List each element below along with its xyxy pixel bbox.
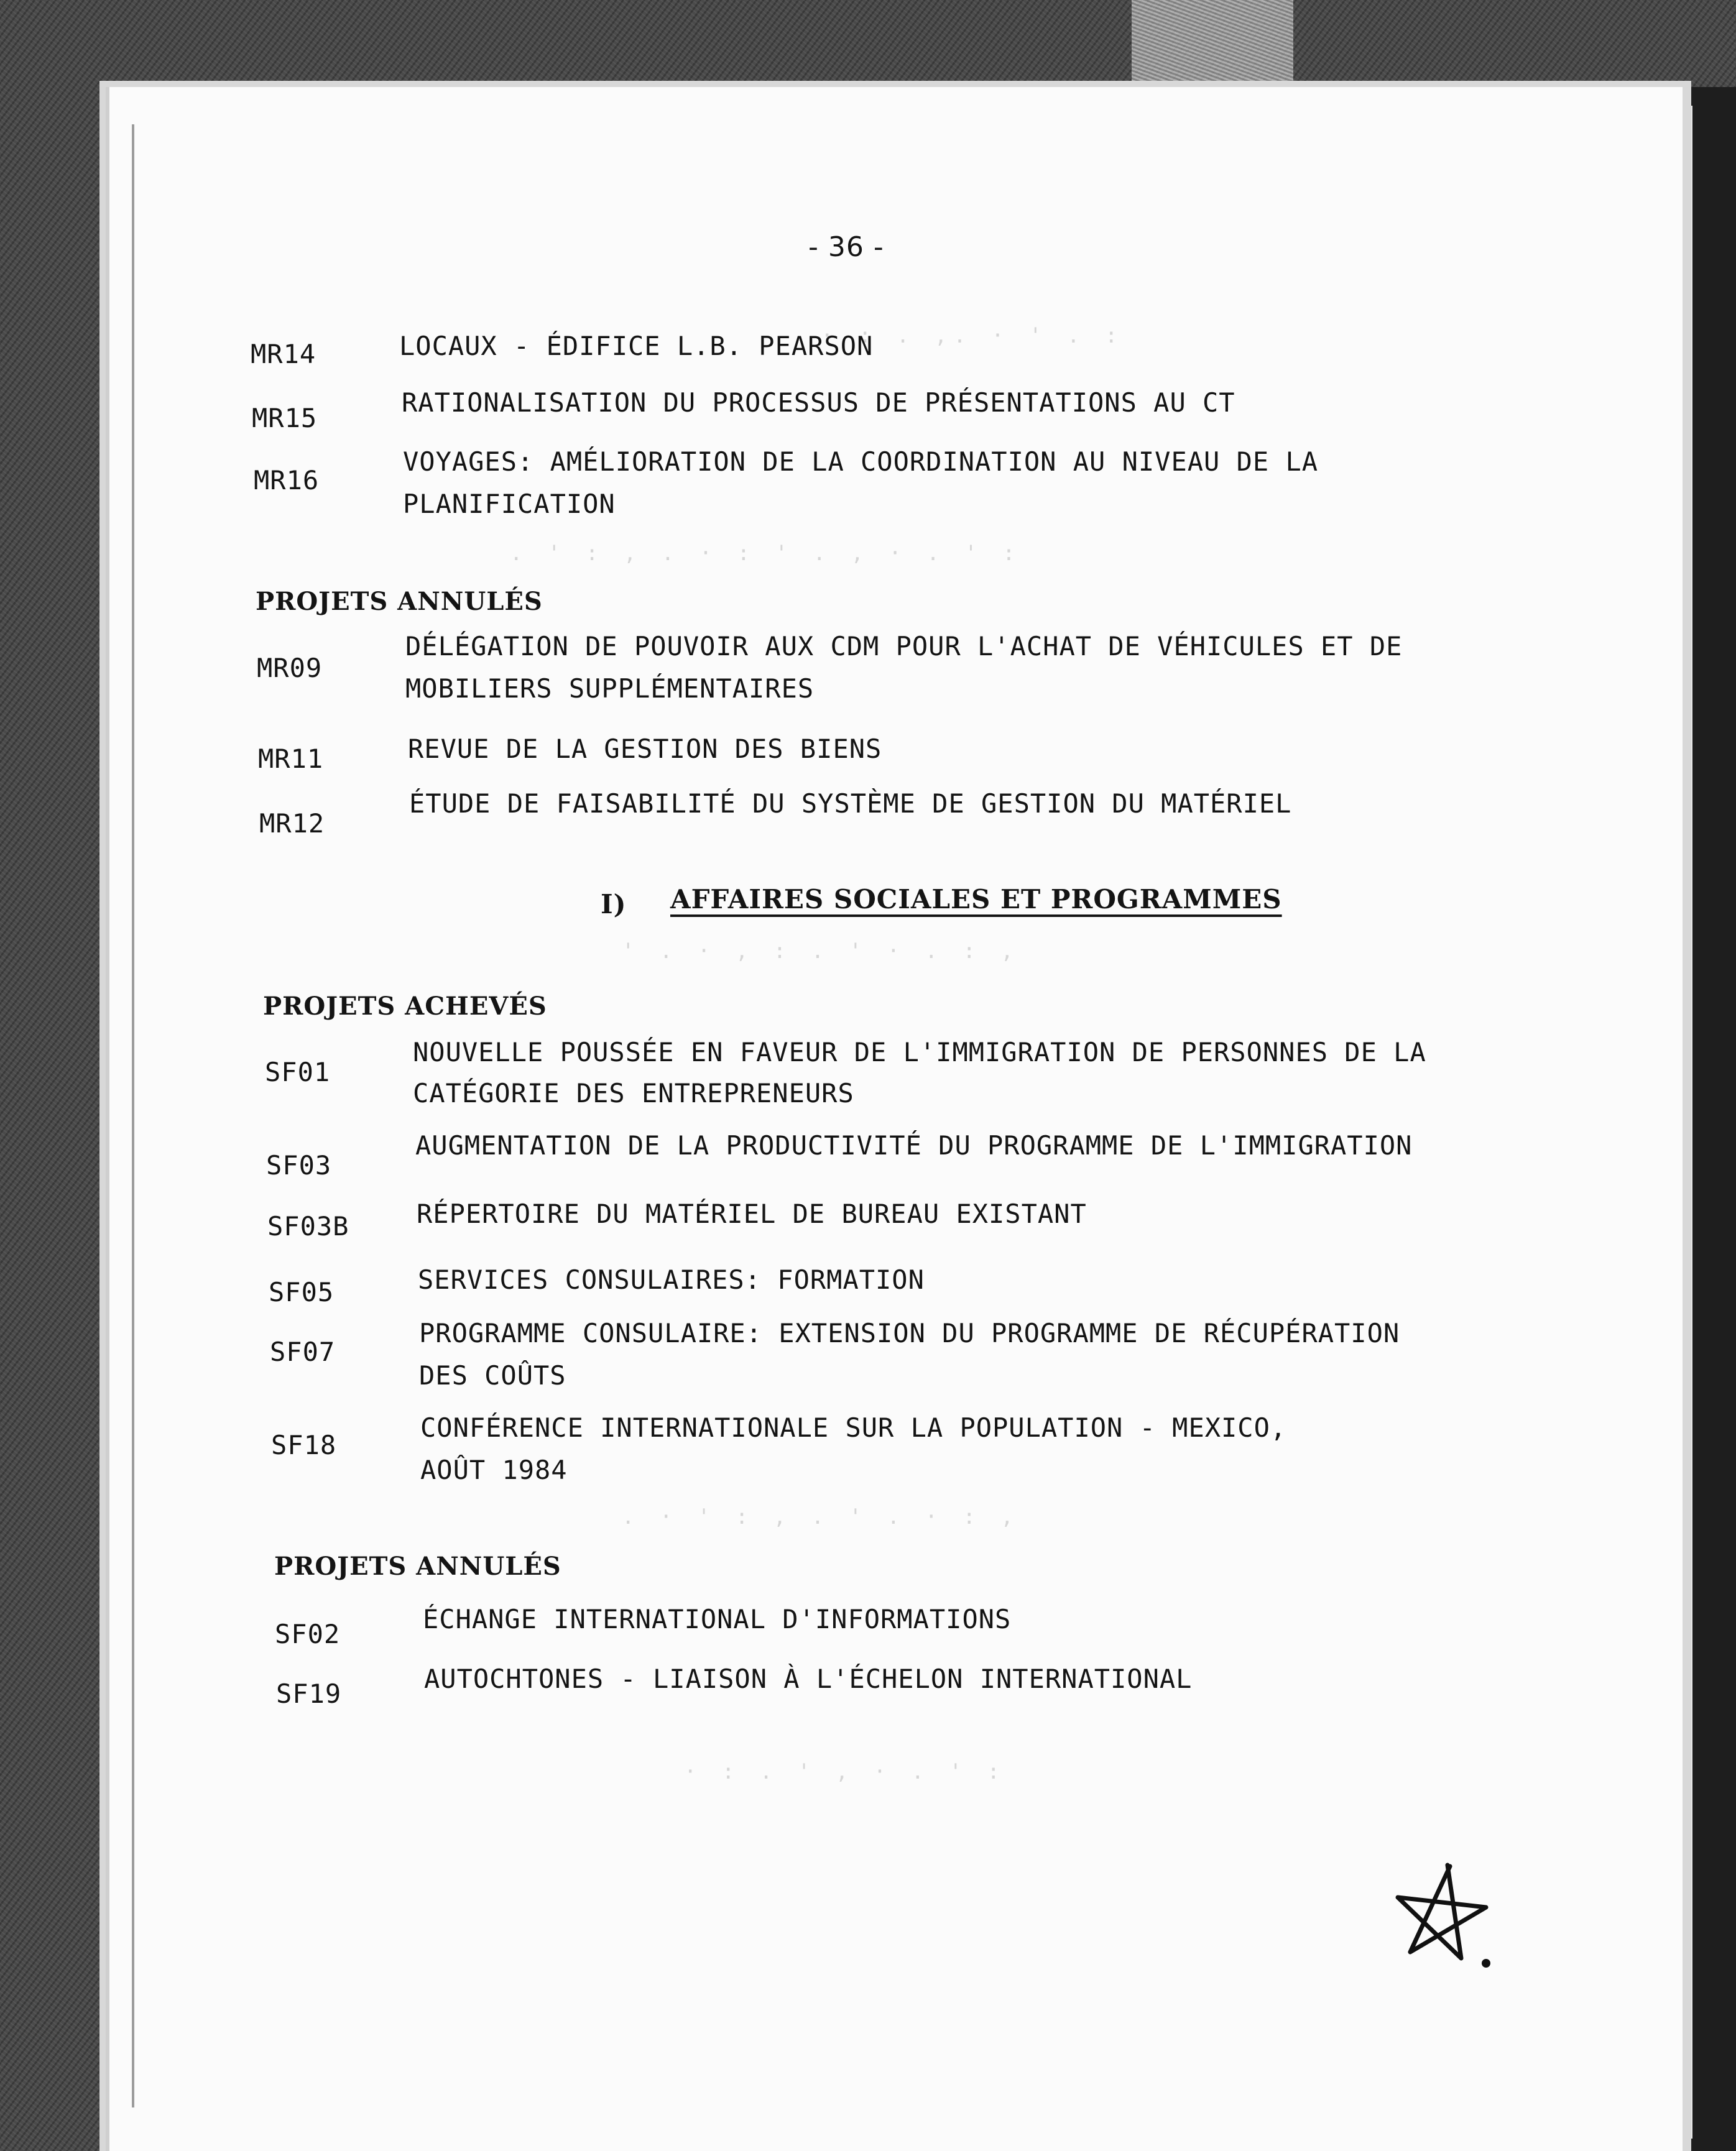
bleed-through-mark: ' . · , : . ' · . : , — [622, 939, 1020, 964]
section-heading: PROJETS ANNULÉS — [274, 1552, 561, 1581]
item-text: ÉCHANGE INTERNATIONAL D'INFORMATIONS — [423, 1604, 1012, 1634]
item-text: AOÛT 1984 — [420, 1455, 568, 1485]
item-code: SF05 — [269, 1277, 335, 1307]
item-text: DES COÛTS — [419, 1360, 566, 1391]
item-code: SF19 — [276, 1679, 342, 1709]
item-text: REVUE DE LA GESTION DES BIENS — [408, 734, 882, 764]
handdrawn-star-mark — [1393, 1859, 1498, 1983]
item-code: MR14 — [251, 339, 316, 369]
scan-noise-patch — [1132, 0, 1293, 93]
item-text: VOYAGES: AMÉLIORATION DE LA COORDINATION AU NIVEAU DE LA — [403, 446, 1319, 477]
section-heading: PROJETS ANNULÉS — [256, 587, 543, 616]
item-text: CONFÉRENCE INTERNATIONALE SUR LA POPULATION - MEXICO, — [420, 1412, 1287, 1443]
item-text: ÉTUDE DE FAISABILITÉ DU SYSTÈME DE GESTION DU MATÉRIEL — [409, 788, 1292, 819]
section-number: I) — [601, 889, 627, 919]
bleed-through-mark: . ' : , . · : ' . , · . ' : — [510, 541, 1022, 566]
item-text: PLANIFICATION — [403, 489, 616, 519]
item-code: SF03 — [266, 1150, 332, 1181]
bleed-through-mark: . · ' : , . ' . · : , — [622, 1504, 1020, 1529]
item-code: MR16 — [254, 465, 320, 495]
item-text: RÉPERTOIRE DU MATÉRIEL DE BUREAU EXISTANT — [417, 1199, 1087, 1229]
item-text: CATÉGORIE DES ENTREPRENEURS — [413, 1078, 854, 1108]
item-code: MR15 — [252, 403, 318, 433]
item-text: AUTOCHTONES - LIAISON À L'ÉCHELON INTERNATIONAL — [424, 1664, 1193, 1694]
item-text: RATIONALISATION DU PROCESSUS DE PRÉSENTATIONS AU CT — [402, 387, 1235, 418]
item-code: MR09 — [257, 653, 323, 683]
section-heading: PROJETS ACHEVÉS — [263, 992, 547, 1021]
item-code: SF01 — [265, 1057, 331, 1087]
bleed-through-mark: · : . ' , · . ' : — [684, 1759, 1006, 1784]
item-text: PROGRAMME CONSULAIRE: EXTENSION DU PROGRAMME DE RÉCUPÉRATION — [419, 1318, 1400, 1348]
item-text: SERVICES CONSULAIRES: FORMATION — [418, 1264, 925, 1295]
page-number: - 36 - — [808, 231, 884, 263]
item-text: MOBILIERS SUPPLÉMENTAIRES — [405, 673, 815, 704]
bleed-through-mark: · : . ,. · ' . : — [821, 323, 1124, 348]
item-text: AUGMENTATION DE LA PRODUCTIVITÉ DU PROGRAMME DE L'IMMIGRATION — [415, 1130, 1413, 1161]
item-code: SF02 — [275, 1619, 341, 1649]
item-code: SF03B — [267, 1211, 349, 1241]
item-code: MR11 — [258, 744, 324, 774]
item-code: SF18 — [271, 1430, 337, 1460]
item-text: DÉLÉGATION DE POUVOIR AUX CDM POUR L'ACHAT DE VÉHICULES ET DE — [405, 631, 1403, 661]
item-text: NOUVELLE POUSSÉE EN FAVEUR DE L'IMMIGRATION DE PERSONNES DE LA — [413, 1037, 1426, 1067]
item-text: LOCAUX - ÉDIFICE L.B. PEARSON — [399, 331, 874, 361]
item-code: SF07 — [270, 1337, 336, 1367]
page-margin-rule — [132, 124, 134, 2107]
item-code: MR12 — [259, 808, 325, 839]
section-title: AFFAIRES SOCIALES ET PROGRAMMES — [670, 884, 1282, 914]
